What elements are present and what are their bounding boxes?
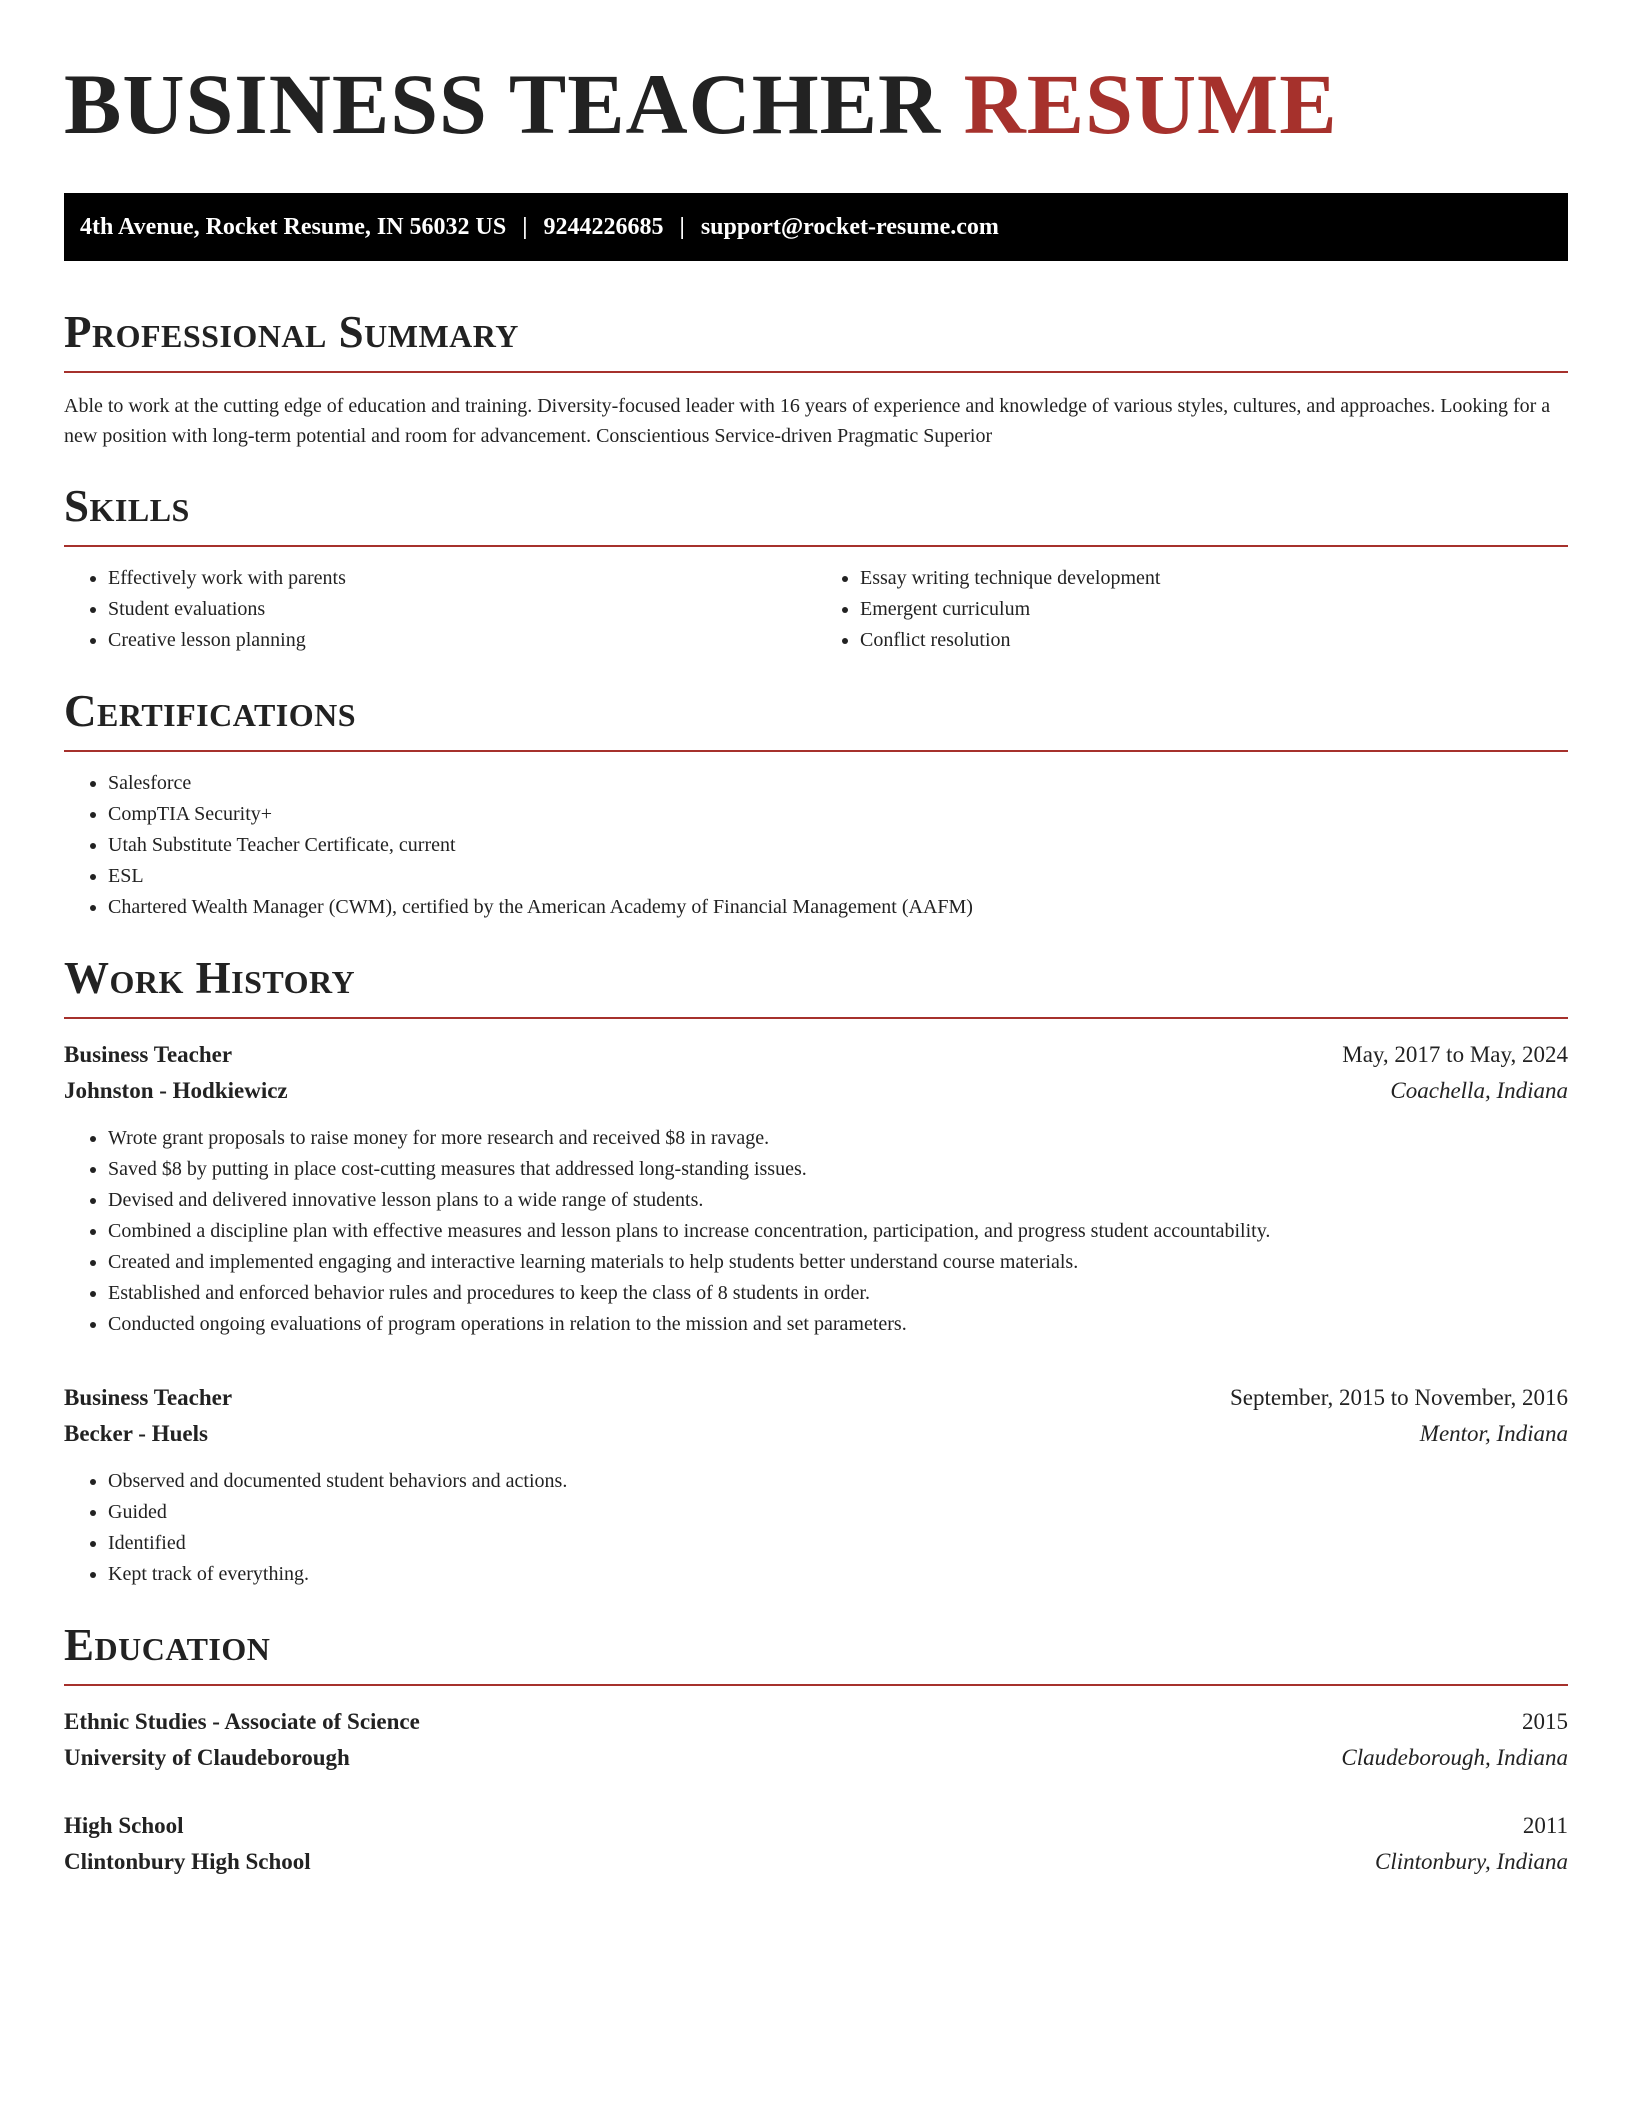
job-bullets bbox=[64, 1466, 1568, 1590]
job-bullet: • Devised and delivered innovative lesson plans to a wide range of students. bbox=[108, 1185, 1568, 1216]
job-entry bbox=[64, 1380, 1568, 1590]
skill-item: • Effectively work with parents bbox=[108, 563, 816, 594]
education-school-row bbox=[64, 1740, 1568, 1776]
skill-item: • Essay writing technique development bbox=[860, 563, 1568, 594]
certification-item: • Chartered Wealth Manager (CWM), certified by the American Academy of Financial Management (AAFM) bbox=[108, 892, 1568, 923]
job-bullet: • Observed and documented student behaviors and actions. bbox=[108, 1466, 1568, 1497]
education-year: 2011 bbox=[1522, 1813, 1568, 1838]
certification-item: • Salesforce bbox=[108, 768, 1568, 799]
job-company-row bbox=[64, 1073, 1568, 1109]
job-bullet: • Established and enforced behavior rules and procedures to keep the class of 8 students in order. bbox=[108, 1278, 1568, 1309]
education-degree: Ethnic Studies - Associate of Science bbox=[64, 1709, 420, 1734]
job-company: Becker - Huels bbox=[64, 1421, 208, 1446]
certifications-section bbox=[64, 686, 1568, 923]
skills-list-left bbox=[64, 563, 816, 656]
job-entry bbox=[64, 1037, 1568, 1340]
education-year: 2015 bbox=[1522, 1709, 1568, 1734]
skills-heading: Skills bbox=[64, 481, 1568, 547]
job-location: Mentor, Indiana bbox=[1419, 1421, 1568, 1446]
education-entry bbox=[64, 1808, 1568, 1880]
education-heading: Education bbox=[64, 1620, 1568, 1686]
education-location: Claudeborough, Indiana bbox=[1341, 1745, 1568, 1770]
skill-item: • Creative lesson planning bbox=[108, 625, 816, 656]
education-location: Clintonbury, Indiana bbox=[1375, 1849, 1568, 1874]
skill-item: • Student evaluations bbox=[108, 594, 816, 625]
resume-title bbox=[64, 58, 1568, 150]
education-degree: High School bbox=[64, 1813, 184, 1838]
contact-separator: | bbox=[522, 213, 528, 240]
job-bullet: • Conducted ongoing evaluations of program operations in relation to the mission and set parameters. bbox=[108, 1309, 1568, 1340]
summary-heading: Professional Summary bbox=[64, 307, 1568, 373]
skills-list-right bbox=[816, 563, 1568, 656]
education-entry bbox=[64, 1704, 1568, 1776]
job-bullet: • Wrote grant proposals to raise money for more research and received $8 in ravage. bbox=[108, 1123, 1568, 1154]
contact-email: support@rocket-resume.com bbox=[700, 213, 999, 240]
education-degree-row bbox=[64, 1808, 1568, 1844]
contact-phone: 9244226685 bbox=[543, 213, 664, 240]
job-header-row bbox=[64, 1037, 1568, 1073]
skills-grid bbox=[64, 547, 1568, 656]
job-bullet: • Saved $8 by putting in place cost-cutting measures that addressed long-standing issues. bbox=[108, 1154, 1568, 1185]
job-bullet: • Identified bbox=[108, 1528, 1568, 1559]
contact-bar bbox=[64, 193, 1568, 261]
title-main: BUSINESS TEACHER bbox=[64, 56, 942, 152]
work-history-heading: Work History bbox=[64, 953, 1568, 1019]
job-bullet: • Kept track of everything. bbox=[108, 1559, 1568, 1590]
job-title: Business Teacher bbox=[64, 1385, 233, 1410]
certification-item: • Utah Substitute Teacher Certificate, current bbox=[108, 830, 1568, 861]
job-dates: May, 2017 to May, 2024 bbox=[1342, 1042, 1568, 1067]
job-company: Johnston - Hodkiewicz bbox=[64, 1078, 288, 1103]
skill-item: • Emergent curriculum bbox=[860, 594, 1568, 625]
contact-address: 4th Avenue, Rocket Resume, IN 56032 US bbox=[80, 213, 507, 240]
education-school-row bbox=[64, 1844, 1568, 1880]
education-school: University of Claudeborough bbox=[64, 1745, 350, 1770]
certification-item: • CompTIA Security+ bbox=[108, 799, 1568, 830]
job-bullets bbox=[64, 1123, 1568, 1340]
certifications-heading: Certifications bbox=[64, 686, 1568, 752]
job-title: Business Teacher bbox=[64, 1042, 233, 1067]
job-company-row bbox=[64, 1416, 1568, 1452]
work-history-section bbox=[64, 953, 1568, 1590]
job-location: Coachella, Indiana bbox=[1390, 1078, 1568, 1103]
title-accent: RESUME bbox=[963, 56, 1338, 152]
job-header-row bbox=[64, 1380, 1568, 1416]
skills-section bbox=[64, 481, 1568, 656]
education-section bbox=[64, 1620, 1568, 1880]
education-degree-row bbox=[64, 1704, 1568, 1740]
summary-section bbox=[64, 307, 1568, 451]
skill-item: • Conflict resolution bbox=[860, 625, 1568, 656]
certification-item: • ESL bbox=[108, 861, 1568, 892]
job-bullet: • Combined a discipline plan with effective measures and lesson plans to increase concentration, participation, and progress student accountability. bbox=[108, 1216, 1568, 1247]
certifications-list bbox=[64, 768, 1568, 923]
contact-separator: | bbox=[679, 213, 685, 240]
job-bullet: • Created and implemented engaging and interactive learning materials to help students better understand course materials. bbox=[108, 1247, 1568, 1278]
job-bullet: • Guided bbox=[108, 1497, 1568, 1528]
job-dates: September, 2015 to November, 2016 bbox=[1230, 1385, 1568, 1410]
education-school: Clintonbury High School bbox=[64, 1849, 311, 1874]
summary-text: Able to work at the cutting edge of education and training. Diversity-focused leader with 16 years of experience and knowledge of various styles, cultures, and approaches. Looking for a new position with long-term potential and room for advancement. Conscientious Service-driven Pragmatic Superior bbox=[64, 395, 1551, 447]
